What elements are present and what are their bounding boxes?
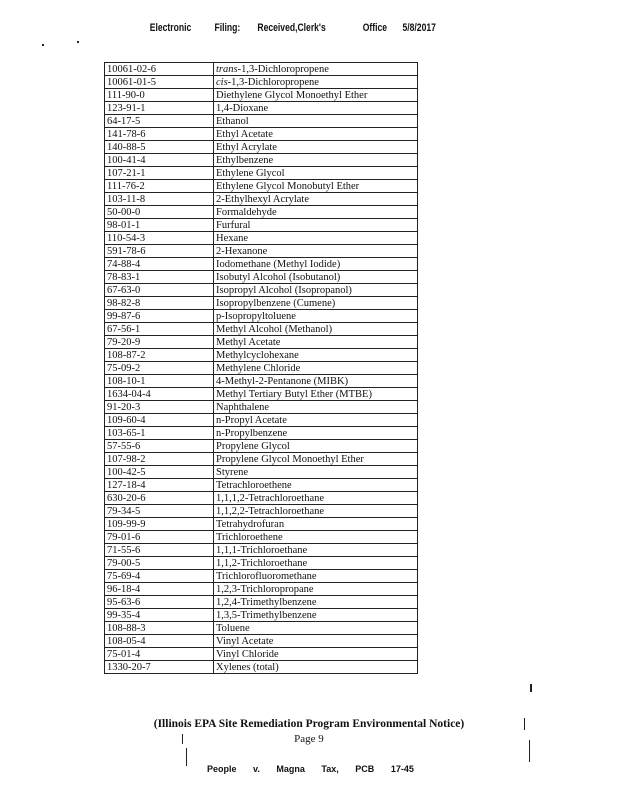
chemical-name-cell <box>214 349 418 362</box>
header-word-office: Office <box>362 22 388 34</box>
chemical-name: Toluene <box>216 623 250 634</box>
cas-number: 107-98-2 <box>105 453 214 466</box>
table-row <box>105 583 418 596</box>
cas-number: 108-88-3 <box>105 622 214 635</box>
isomer-prefix: trans <box>216 64 238 75</box>
chemical-name: 1,1,1,2-Tetrachloroethane <box>216 493 325 504</box>
chemical-name-cell <box>214 453 418 466</box>
chemical-name: p-Isopropyltoluene <box>216 311 296 322</box>
chemical-name-cell <box>214 310 418 323</box>
cas-number: 107-21-1 <box>105 167 214 180</box>
cas-number: 95-63-6 <box>105 596 214 609</box>
chemical-name-cell <box>214 297 418 310</box>
chemical-name: Xylenes (total) <box>216 662 279 673</box>
table-row <box>105 518 418 531</box>
cas-number: 75-01-4 <box>105 648 214 661</box>
table-row <box>105 310 418 323</box>
chemical-name: Methyl Alcohol (Methanol) <box>216 324 333 335</box>
cas-number: 123-91-1 <box>105 102 214 115</box>
chemical-name: Methyl Tertiary Butyl Ether (MTBE) <box>216 389 372 400</box>
table-row <box>105 427 418 440</box>
chemical-name: Trichloroethene <box>216 532 283 543</box>
table-row <box>105 154 418 167</box>
chemical-name: Naphthalene <box>216 402 270 413</box>
cas-number: 79-20-9 <box>105 336 214 349</box>
chemical-name-cell <box>214 128 418 141</box>
cas-number: 75-69-4 <box>105 570 214 583</box>
table-row <box>105 206 418 219</box>
chemical-name-cell <box>214 180 418 193</box>
cas-number: 108-05-4 <box>105 635 214 648</box>
chemical-name: Ethylene Glycol Monobutyl Ether <box>216 181 360 192</box>
chemical-name: -1,3-Dichloropropene <box>237 64 329 75</box>
cas-number: 79-34-5 <box>105 505 214 518</box>
chemical-name: Tetrachloroethene <box>216 480 292 491</box>
chemical-name-cell <box>214 414 418 427</box>
table-row <box>105 609 418 622</box>
cas-number: 630-20-6 <box>105 492 214 505</box>
chemical-name-cell <box>214 193 418 206</box>
chemical-name: Propylene Glycol <box>216 441 290 452</box>
case-word: PCB <box>355 764 375 774</box>
cas-number: 79-00-5 <box>105 557 214 570</box>
chemical-name: 1,3,5-Trimethylbenzene <box>216 610 317 621</box>
table-row <box>105 245 418 258</box>
chemical-name: Ethyl Acetate <box>216 129 273 140</box>
table-row <box>105 414 418 427</box>
chemical-name: Iodomethane (Methyl Iodide) <box>216 259 341 270</box>
table-row <box>105 375 418 388</box>
table-row <box>105 492 418 505</box>
chemical-name: Vinyl Chloride <box>216 649 279 660</box>
table-row <box>105 193 418 206</box>
table-row <box>105 661 418 674</box>
chemical-name-cell <box>214 596 418 609</box>
chemical-name-cell <box>214 206 418 219</box>
chemical-name: Methylcyclohexane <box>216 350 299 361</box>
chemical-name-cell <box>214 570 418 583</box>
table-row <box>105 180 418 193</box>
cas-number: 64-17-5 <box>105 115 214 128</box>
table-row <box>105 128 418 141</box>
chemical-name: Ethanol <box>216 116 249 127</box>
chemical-name-cell <box>214 648 418 661</box>
chemical-name-cell <box>214 141 418 154</box>
chemical-name-cell <box>214 609 418 622</box>
header-word-filing: Filing: <box>214 22 241 34</box>
table-row <box>105 349 418 362</box>
case-word: 17-45 <box>390 764 414 774</box>
cas-number: 108-87-2 <box>105 349 214 362</box>
chemical-name-cell <box>214 271 418 284</box>
cas-number: 57-55-6 <box>105 440 214 453</box>
chemical-name: 1,1,2,2-Tetrachloroethane <box>216 506 325 517</box>
chemical-name: 1,4-Dioxane <box>216 103 269 114</box>
table-row <box>105 388 418 401</box>
cas-number: 10061-01-5 <box>105 76 214 89</box>
chemical-name-cell <box>214 232 418 245</box>
cas-number: 74-88-4 <box>105 258 214 271</box>
chemical-name: Formaldehyde <box>216 207 277 218</box>
chemical-name-cell <box>214 622 418 635</box>
chemical-name: Trichlorofluoromethane <box>216 571 317 582</box>
chemical-name: Isopropyl Alcohol (Isopropanol) <box>216 285 352 296</box>
chemical-name: Isopropylbenzene (Cumene) <box>216 298 336 309</box>
table-row <box>105 336 418 349</box>
chemical-name-cell <box>214 440 418 453</box>
chemical-name-cell <box>214 76 418 89</box>
table-row <box>105 102 418 115</box>
table-row <box>105 167 418 180</box>
case-word: v. <box>253 764 260 774</box>
case-word: Magna <box>276 764 305 774</box>
table-row <box>105 323 418 336</box>
cas-number: 99-35-4 <box>105 609 214 622</box>
scan-speck <box>42 44 44 46</box>
table-row <box>105 479 418 492</box>
chemical-name: 2-Hexanone <box>216 246 268 257</box>
table-row <box>105 115 418 128</box>
chemical-name: Ethyl Acrylate <box>216 142 277 153</box>
cas-number: 98-01-1 <box>105 219 214 232</box>
scan-mark <box>529 740 530 762</box>
chemical-name-cell <box>214 154 418 167</box>
table-row <box>105 570 418 583</box>
cas-number: 75-09-2 <box>105 362 214 375</box>
cas-number: 103-11-8 <box>105 193 214 206</box>
cas-number: 98-82-8 <box>105 297 214 310</box>
table-row <box>105 76 418 89</box>
chemical-name-cell <box>214 245 418 258</box>
table-row <box>105 362 418 375</box>
cas-number: 140-88-5 <box>105 141 214 154</box>
chemical-name: Furfural <box>216 220 251 231</box>
table-row <box>105 401 418 414</box>
chemical-name: 2-Ethylhexyl Acrylate <box>216 194 310 205</box>
chemical-name-cell <box>214 336 418 349</box>
table-row <box>105 453 418 466</box>
table-row <box>105 531 418 544</box>
scan-speck <box>77 41 79 43</box>
scan-mark <box>186 748 187 766</box>
cas-number: 109-60-4 <box>105 414 214 427</box>
table-row <box>105 284 418 297</box>
cas-number: 79-01-6 <box>105 531 214 544</box>
chemical-name-cell <box>214 531 418 544</box>
chemical-name: Diethylene Glycol Monoethyl Ether <box>216 90 368 101</box>
chemical-name: Propylene Glycol Monoethyl Ether <box>216 454 364 465</box>
chemical-name-cell <box>214 388 418 401</box>
chemical-name-cell <box>214 115 418 128</box>
scan-mark <box>182 734 183 744</box>
case-word: People <box>207 764 237 774</box>
chemical-name-cell <box>214 102 418 115</box>
chemical-name-cell <box>214 362 418 375</box>
case-word: Tax, <box>321 764 339 774</box>
cas-number: 100-41-4 <box>105 154 214 167</box>
table-row <box>105 232 418 245</box>
chemical-name-cell <box>214 375 418 388</box>
cas-number: 1634-04-4 <box>105 388 214 401</box>
table-row <box>105 89 418 102</box>
header-word-received: Received,Clerk's <box>257 22 326 34</box>
chemical-name-cell <box>214 63 418 76</box>
chemical-name-cell <box>214 557 418 570</box>
isomer-prefix: cis <box>216 77 228 88</box>
table-row <box>105 544 418 557</box>
chemical-table <box>104 62 418 674</box>
cas-number: 91-20-3 <box>105 401 214 414</box>
table-row <box>105 271 418 284</box>
scan-mark <box>530 684 532 692</box>
chemical-name-cell <box>214 492 418 505</box>
table-row <box>105 648 418 661</box>
table-row <box>105 258 418 271</box>
chemical-name-cell <box>214 89 418 102</box>
header-date: 5/8/2017 <box>402 22 436 34</box>
cas-number: 103-65-1 <box>105 427 214 440</box>
chemical-name: Ethylene Glycol <box>216 168 285 179</box>
chemical-name: Isobutyl Alcohol (Isobutanol) <box>216 272 341 283</box>
cas-number: 111-76-2 <box>105 180 214 193</box>
chemical-name: Methyl Acetate <box>216 337 281 348</box>
chemical-name-cell <box>214 219 418 232</box>
chemical-name-cell <box>214 635 418 648</box>
footer-notice: (Illinois EPA Site Remediation Program Environmental Notice) <box>153 718 465 730</box>
chemical-name: Methylene Chloride <box>216 363 301 374</box>
chemical-name-cell <box>214 661 418 674</box>
chemical-name: 1,1,2-Trichloroethane <box>216 558 308 569</box>
table-row <box>105 622 418 635</box>
chemical-name-cell <box>214 479 418 492</box>
chemical-name-cell <box>214 466 418 479</box>
chemical-name: Ethylbenzene <box>216 155 274 166</box>
cas-number: 591-78-6 <box>105 245 214 258</box>
chemical-name-cell <box>214 518 418 531</box>
chemical-name: Tetrahydrofuran <box>216 519 285 530</box>
cas-number: 1330-20-7 <box>105 661 214 674</box>
cas-number: 96-18-4 <box>105 583 214 596</box>
cas-number: 67-56-1 <box>105 323 214 336</box>
cas-number: 71-55-6 <box>105 544 214 557</box>
table-row <box>105 635 418 648</box>
filing-header <box>0 22 482 38</box>
chemical-name-cell <box>214 427 418 440</box>
chemical-name-cell <box>214 258 418 271</box>
table-row <box>105 63 418 76</box>
table-row <box>105 557 418 570</box>
cas-number: 100-42-5 <box>105 466 214 479</box>
cas-number: 111-90-0 <box>105 89 214 102</box>
table-row <box>105 596 418 609</box>
chemical-name-cell <box>214 401 418 414</box>
chemical-name: n-Propyl Acetate <box>216 415 287 426</box>
cas-number: 10061-02-6 <box>105 63 214 76</box>
chemical-name-cell <box>214 583 418 596</box>
header-word-electronic: Electronic <box>149 22 192 34</box>
chemical-name-cell <box>214 323 418 336</box>
chemical-name-cell <box>214 505 418 518</box>
chemical-name: 4-Methyl-2-Pentanone (MIBK) <box>216 376 349 387</box>
scan-mark <box>524 718 525 730</box>
cas-number: 50-00-0 <box>105 206 214 219</box>
chemical-name: -1,3-Dichloropropene <box>227 77 319 88</box>
chemical-name: Vinyl Acetate <box>216 636 274 647</box>
chemical-name-cell <box>214 167 418 180</box>
cas-number: 109-99-9 <box>105 518 214 531</box>
table-row <box>105 466 418 479</box>
cas-number: 127-18-4 <box>105 479 214 492</box>
cas-number: 67-63-0 <box>105 284 214 297</box>
chemical-name: 1,1,1-Trichloroethane <box>216 545 308 556</box>
chemical-name-cell <box>214 284 418 297</box>
chemical-name: n-Propylbenzene <box>216 428 288 439</box>
cas-number: 141-78-6 <box>105 128 214 141</box>
cas-number: 99-87-6 <box>105 310 214 323</box>
table-row <box>105 505 418 518</box>
case-caption <box>207 764 428 778</box>
chemical-name: 1,2,3-Trichloropropane <box>216 584 314 595</box>
chemical-name: Styrene <box>216 467 249 478</box>
chemical-name: 1,2,4-Trimethylbenzene <box>216 597 317 608</box>
cas-number: 110-54-3 <box>105 232 214 245</box>
chemical-name: Hexane <box>216 233 249 244</box>
chemical-name-cell <box>214 544 418 557</box>
page-number: Page 9 <box>294 733 324 745</box>
cas-number: 78-83-1 <box>105 271 214 284</box>
table-row <box>105 141 418 154</box>
cas-number: 108-10-1 <box>105 375 214 388</box>
table-row <box>105 219 418 232</box>
table-row <box>105 297 418 310</box>
table-row <box>105 440 418 453</box>
